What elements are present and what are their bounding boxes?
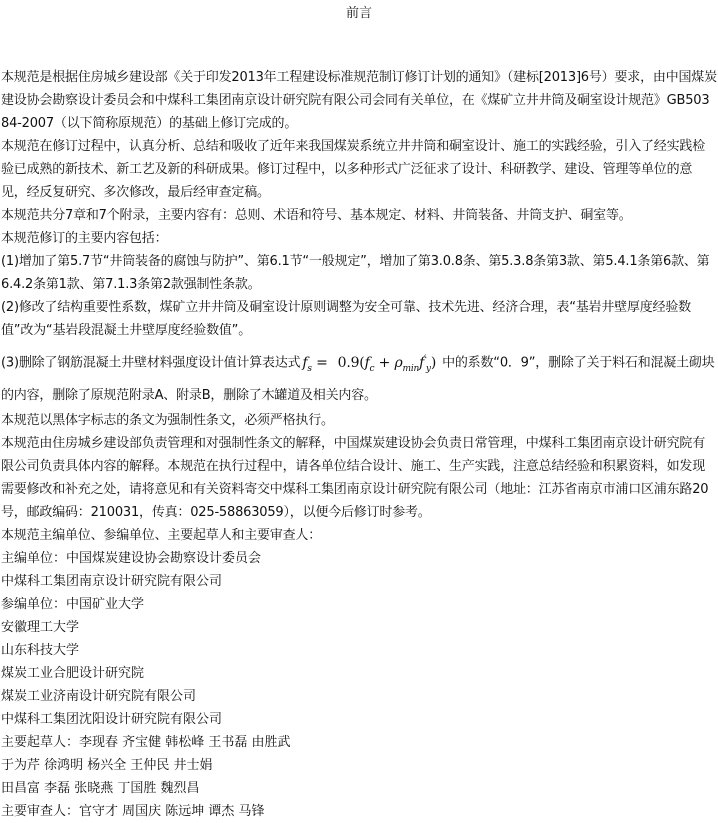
list-line: 煤炭工业济南设计研究院有限公司 <box>1 689 197 705</box>
list-line: 安徽理工大学 <box>1 620 80 636</box>
list-line: 参编单位：中国矿业大学 <box>1 597 145 613</box>
list-line: 山东科技大学 <box>1 643 80 659</box>
contents-summary-paragraph: 本规范共分7章和7个附录，主要内容有：总则、术语和符号、基本规定、材料、井筒装备、井筒支护、硐室等。 <box>1 208 632 223</box>
intro-paragraph: 本规范是根据住房城乡建设部《关于印发2013年工程建设标准规范制订修订计划的通知》（建标[2013]6号）要求，由中国煤炭建设协会勘察设计委员会和中煤科工集团南京设计研究院有限公司会同有关单位，在《煤矿立井井筒及硐室设计规范》GB50384-2007（以下简称原规范）的基础上修订完成的。 <box>1 70 717 131</box>
change-item-3-after: 中的系数“0．9”，删除了关于料石和混凝土砌块的内容，删除了原规范附录A、附录B，删除了木罐道及相关内容。 <box>1 355 715 404</box>
list-line: 主编单位：中国煤炭建设协会勘察设计委员会 <box>1 551 262 567</box>
list-line: 主要审查人：官守才 周国庆 陈远坤 谭杰 马锋 <box>1 804 265 820</box>
contributors-heading: 本规范主编单位、参编单位、主要起草人和主要审查人： <box>1 528 322 544</box>
document-body <box>1 66 717 823</box>
main-changes-heading: 本规范修订的主要内容包括： <box>1 231 168 246</box>
list-line: 中煤科工集团南京设计研究院有限公司 <box>1 574 223 590</box>
list-line: 煤炭工业合肥设计研究院 <box>1 666 145 682</box>
change-item-2: (2)修改了结构重要性系数，煤矿立井井筒及硐室设计原则调整为安全可靠、技术先进、经济合理，表“基岩井壁厚度经验数值”改为“基岩段混凝土井壁厚度经验数值”。 <box>1 300 691 338</box>
change-item-3 <box>1 346 717 409</box>
list-line: 主要起草人：李现春 齐宝健 韩松峰 王书磊 由胜武 <box>1 735 291 751</box>
page-title: 前言 <box>345 6 372 21</box>
strength-formula: $f_s = 0.9(f_c + \rho_{min}f'_y)$ <box>302 354 437 374</box>
management-paragraph: 本规范由住房城乡建设部负责管理和对强制性条文的解释，中国煤炭建设协会负责日常管理，中煤科工集团南京设计研究院有限公司负责具体内容的解释。本规范在执行过程中，请各单位结合设计、施工、生产实践，注意总结经验和积累资料，如发现需要修改和补充之处，请将意见和有关资料寄交中煤科工集团南京设计研究院有限公司（地址：江苏省南京市浦口区浦东路20号，邮政编码：210031，传真：025-58863059），以便今后修订时参考。 <box>1 436 709 521</box>
change-item-3-before: (3)删除了钢筋混凝土井壁材料强度设计值计算表达式 <box>1 355 301 371</box>
list-line: 于为芹 徐鸿明 杨兴全 王仲民 井士娟 <box>1 758 213 774</box>
mandatory-clause-note: 本规范以黑体字标志的条文为强制性条文，必须严格执行。 <box>1 413 334 429</box>
change-item-1: (1)增加了第5.7节“井筒装备的腐蚀与防护”、第6.1节“一般规定”，增加了第3.0.8条、第5.3.8条第3款、第5.4.1条第6款、第6.4.2条第1款、第7.1.3条第2款强制性条款。 <box>1 254 710 292</box>
revision-process-paragraph: 本规范在修订过程中，认真分析、总结和吸收了近年来我国煤炭系统立井井筒和硐室设计、施工的实践经验，引入了经实践检验已成熟的新技术、新工艺及新的科研成果。修订过程中，以多种形式广泛征求了设计、科研教学、建设、管理等单位的意见，经反复研究、多次修改，最后经审查定稿。 <box>1 139 706 200</box>
list-line: 中煤科工集团沈阳设计研究院有限公司 <box>1 712 223 728</box>
list-line: 田昌富 李磊 张晓燕 丁国胜 魏烈昌 <box>1 781 200 797</box>
